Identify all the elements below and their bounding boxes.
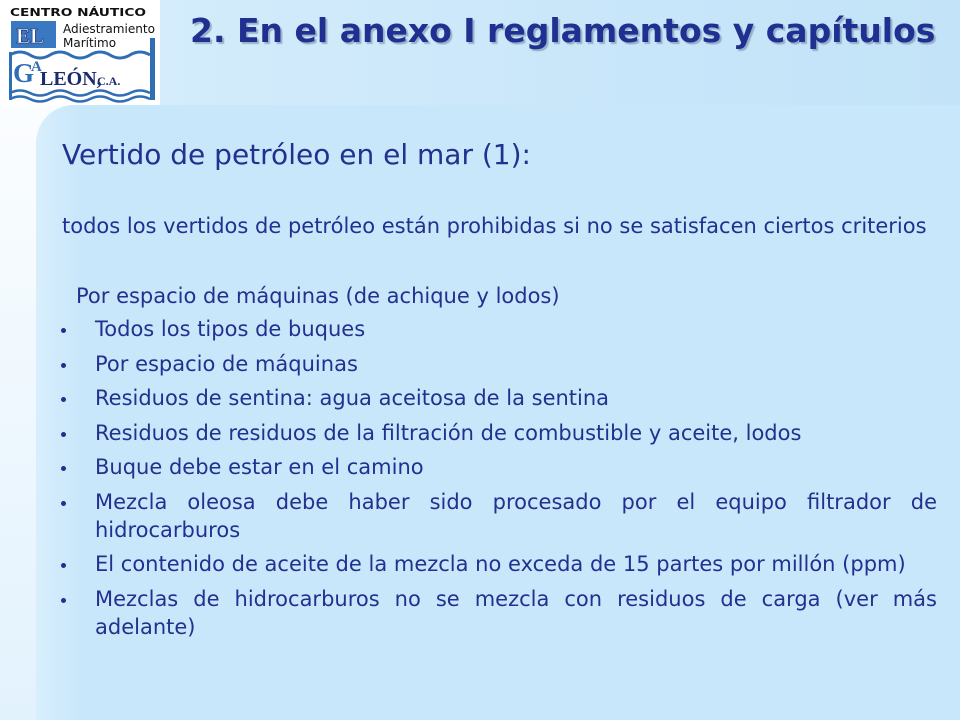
bullet-icon	[61, 563, 66, 568]
logo-text-el: EL	[16, 24, 45, 48]
bullet-item	[95, 315, 937, 343]
bullet-icon	[61, 397, 66, 402]
bullet-item	[95, 384, 937, 412]
bullet-item	[95, 350, 937, 378]
bullet-icon	[61, 432, 66, 437]
logo-text-maritimo: Marítimo	[63, 36, 117, 50]
bullet-icon	[61, 363, 66, 368]
logo-graphic	[0, 0, 160, 105]
bullet-text: Todos los tipos de buques	[95, 317, 366, 341]
section-heading: Vertido de petróleo en el mar (1):	[62, 138, 531, 171]
bullet-item	[95, 453, 937, 481]
logo-text-leon: LEÓN,	[40, 68, 102, 90]
bullet-text: Residuos de residuos de la filtración de combustible y aceite, lodos	[95, 420, 802, 445]
bullet-text: El contenido de aceite de la mezcla no exceda de 15 partes por millón (ppm)	[95, 552, 906, 576]
bullet-item	[95, 488, 937, 544]
logo-text-adiestramiento: Adiestramiento	[63, 22, 155, 36]
slide-title: 2. En el anexo I reglamentos y capítulos	[190, 11, 936, 50]
logo-right-bar	[150, 38, 155, 100]
bullet-text: Buque debe estar en el camino	[95, 455, 424, 479]
bullet-item	[95, 550, 937, 578]
bullet-icon	[61, 598, 66, 603]
bullet-item	[95, 419, 937, 447]
bullet-icon	[61, 328, 66, 333]
logo-text-a: A	[31, 59, 42, 75]
bullet-item	[95, 585, 937, 641]
bullet-text: Residuos de sentina: agua aceitosa de la sentina	[95, 386, 610, 410]
criteria-list	[95, 315, 937, 647]
bullet-icon	[61, 466, 66, 471]
bullet-text: Mezcla oleosa debe haber sido procesado por el equipo filtrador de hidrocarburos	[95, 489, 937, 542]
bullet-icon	[61, 501, 66, 506]
bullet-text: Mezclas de hidrocarburos no se mezcla con residuos de carga (ver más adelante)	[95, 586, 937, 639]
company-logo	[0, 0, 160, 105]
logo-text-g: G	[13, 58, 35, 88]
bullet-text: Por espacio de máquinas	[95, 351, 358, 376]
intro-paragraph: todos los vertidos de petróleo están prohibidas si no se satisfacen ciertos criterios	[62, 214, 927, 238]
list-subheading: Por espacio de máquinas (de achique y lodos)	[76, 284, 560, 308]
logo-text-centro-nautico: CENTRO NÁUTICO	[10, 6, 146, 19]
logo-text-ca: C.A.	[97, 74, 121, 88]
